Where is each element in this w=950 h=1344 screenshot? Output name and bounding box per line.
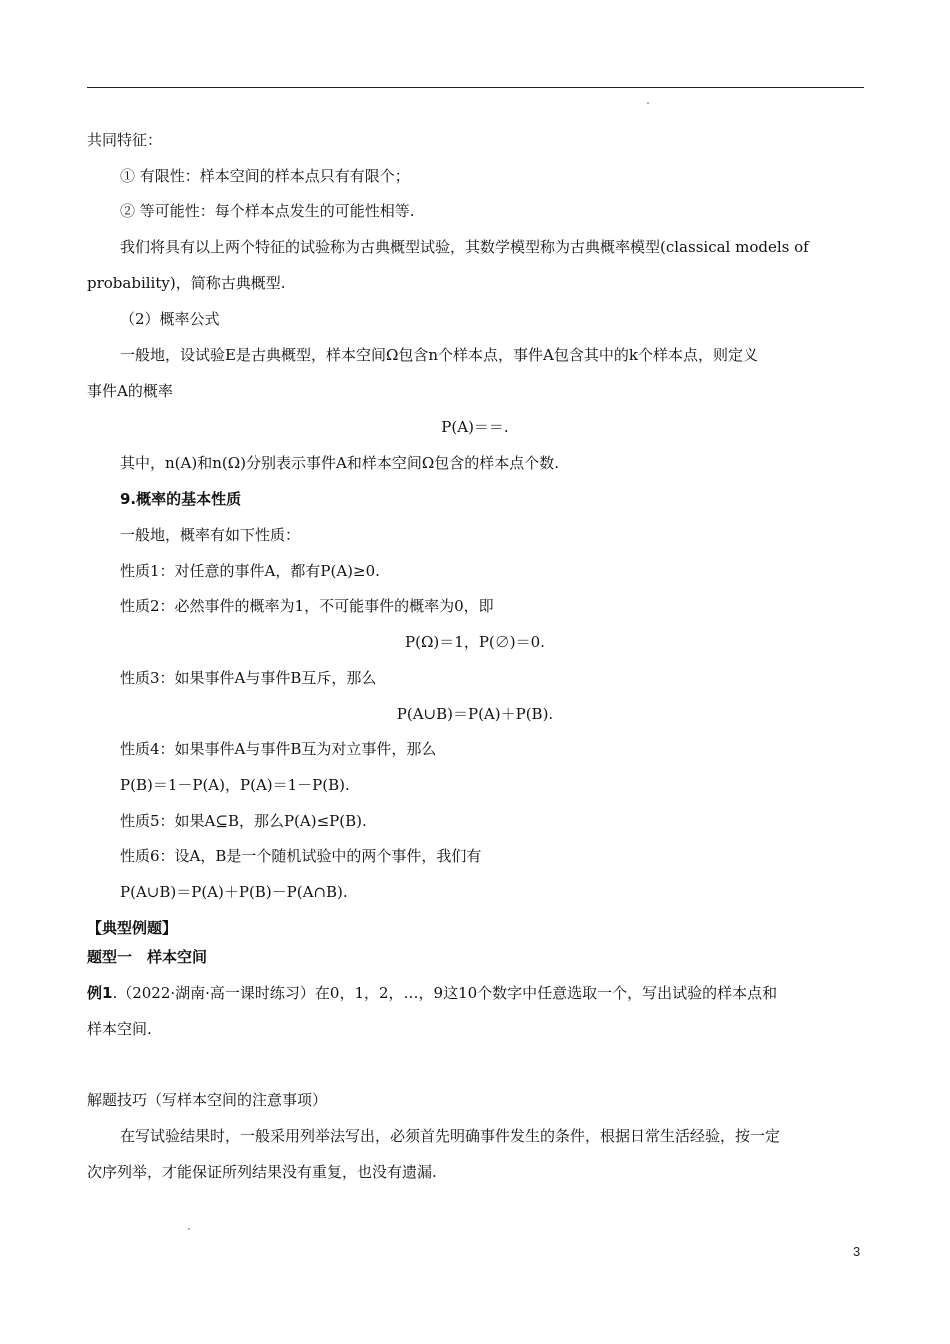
formula-property-4: P(B)＝1－P(A)，P(A)＝1－P(B). xyxy=(120,776,350,794)
text-property-4: 性质4：如果事件A与事件B互为对立事件，那么 xyxy=(120,740,437,758)
text-property-1: 性质1：对任意的事件A，都有P(A)≥0. xyxy=(120,562,380,580)
text-formula-setup-cont: 事件A的概率 xyxy=(87,382,173,400)
example-question: .（2022·湖南·高一课时练习）在0，1，2，…，9这10个数字中任意选取一个，写出试验的样本点和 xyxy=(112,984,778,1002)
text-example-1-cont: 样本空间. xyxy=(87,1020,152,1038)
formula-property-2: P(Ω)＝1，P(∅)＝0. xyxy=(405,633,545,651)
formula-property-6: P(A∪B)＝P(A)＋P(B)－P(A∩B). xyxy=(120,883,348,901)
formula-property-3: P(A∪B)＝P(A)＋P(B). xyxy=(396,705,554,723)
text-formula-setup: 一般地，设试验E是古典概型，样本空间Ω包含n个样本点，事件A包含其中的k个样本点，则定义 xyxy=(120,346,758,364)
text-finiteness: ① 有限性：样本空间的样本点只有有限个； xyxy=(120,167,410,185)
text-classical-definition-cont: probability)，简称古典概型. xyxy=(87,274,286,292)
text-properties-intro: 一般地，概率有如下性质： xyxy=(120,526,301,544)
example-label: 例1 xyxy=(87,984,113,1002)
header-rule xyxy=(87,87,864,88)
text-property-2: 性质2：必然事件的概率为1，不可能事件的概率为0，即 xyxy=(120,597,494,615)
text-formula-explanation: 其中，n(A)和n(Ω)分别表示事件A和样本空间Ω包含的样本点个数. xyxy=(120,454,560,472)
text-property-6: 性质6：设A，B是一个随机试验中的两个事件，我们有 xyxy=(120,847,482,865)
text-classical-definition: 我们将具有以上两个特征的试验称为古典概型试验，其数学模型称为古典概率模型(classical models of xyxy=(120,238,809,256)
text-tips-heading: 解题技巧（写样本空间的注意事项） xyxy=(87,1091,328,1109)
heading-type-1: 题型一 样本空间 xyxy=(87,948,208,966)
heading-probability-formula: （2）概率公式 xyxy=(120,310,220,328)
text-tips-body-cont: 次序列举，才能保证所列结果没有重复，也没有遗漏. xyxy=(87,1163,437,1181)
text-property-3: 性质3：如果事件A与事件B互斥，那么 xyxy=(120,669,377,687)
page-number: 3 xyxy=(853,1244,861,1259)
heading-typical-examples: 【典型例题】 xyxy=(87,919,178,937)
text-property-5: 性质5：如果A⊆B，那么P(A)≤P(B). xyxy=(120,812,367,830)
heading-basic-properties: 9.概率的基本性质 xyxy=(120,490,242,508)
text-example-1 xyxy=(87,983,777,1003)
text-equal-likelihood: ② 等可能性：每个样本点发生的可能性相等. xyxy=(120,202,415,220)
text-common-features: 共同特征： xyxy=(87,131,163,149)
footer-dot xyxy=(188,1228,190,1230)
formula-probability: P(A)＝＝. xyxy=(441,418,509,436)
header-dot xyxy=(647,102,649,104)
text-tips-body: 在写试验结果时，一般采用列举法写出，必须首先明确事件发生的条件，根据日常生活经验，按一定 xyxy=(120,1127,781,1145)
